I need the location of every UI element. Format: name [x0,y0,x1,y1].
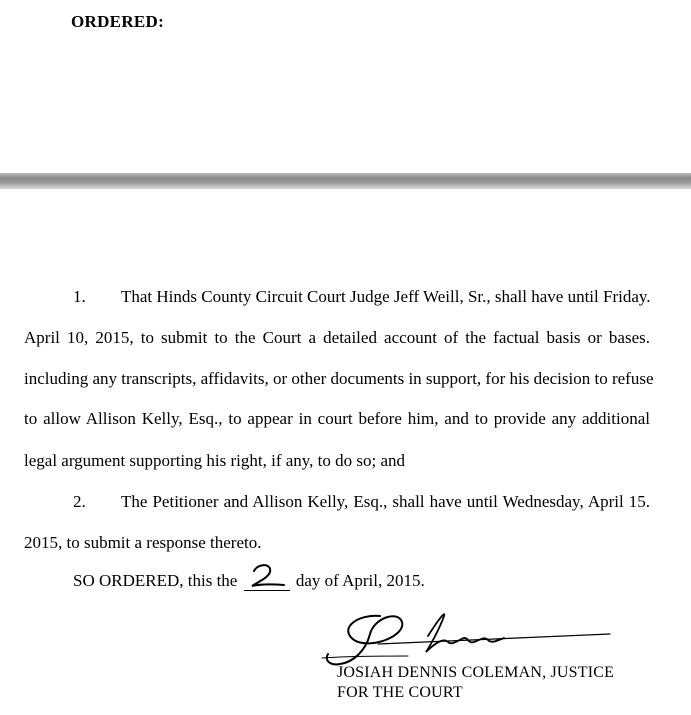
paragraph-1-line-2: April 10, 2015, to submit to the Court a detailed account of the factual basis or bases. [24,328,650,347]
order-heading: ORDERED: [71,12,165,31]
so-ordered-suffix: day of April, 2015. [295,571,425,590]
paragraph-2-line-1 [73,492,650,512]
paragraph-2-number: 2. [73,492,86,511]
so-ordered-prefix: SO ORDERED, this the [73,571,238,590]
paragraph-1-line-3: including any transcripts, affidavits, or other documents in support, for his decision to refuse [24,369,654,388]
paragraph-1-text-1: That Hinds County Circuit Court Judge Jeff Weill, Sr., shall have until Friday. [121,287,651,306]
day-blank [244,572,290,591]
so-ordered-line [73,571,425,591]
paragraph-1-line-1 [73,287,650,307]
paragraph-1-number: 1. [73,287,86,306]
paragraph-2-line-2: 2015, to submit a response thereto. [24,533,262,552]
paragraph-1-line-4: to allow Allison Kelly, Esq., to appear in court before him, and to provide any additional [24,409,650,428]
paragraph-2-text-1: The Petitioner and Allison Kelly, Esq., shall have until Wednesday, April 15. [121,492,650,511]
handwritten-signature-icon [318,606,618,670]
signer-name: JOSIAH DENNIS COLEMAN, JUSTICE [337,664,615,681]
paragraph-1-line-5: legal argument supporting his right, if any, to do so; and [24,451,406,470]
page-break-divider [0,173,691,189]
handwritten-day-icon [246,562,288,590]
signer-title: FOR THE COURT [337,684,463,701]
